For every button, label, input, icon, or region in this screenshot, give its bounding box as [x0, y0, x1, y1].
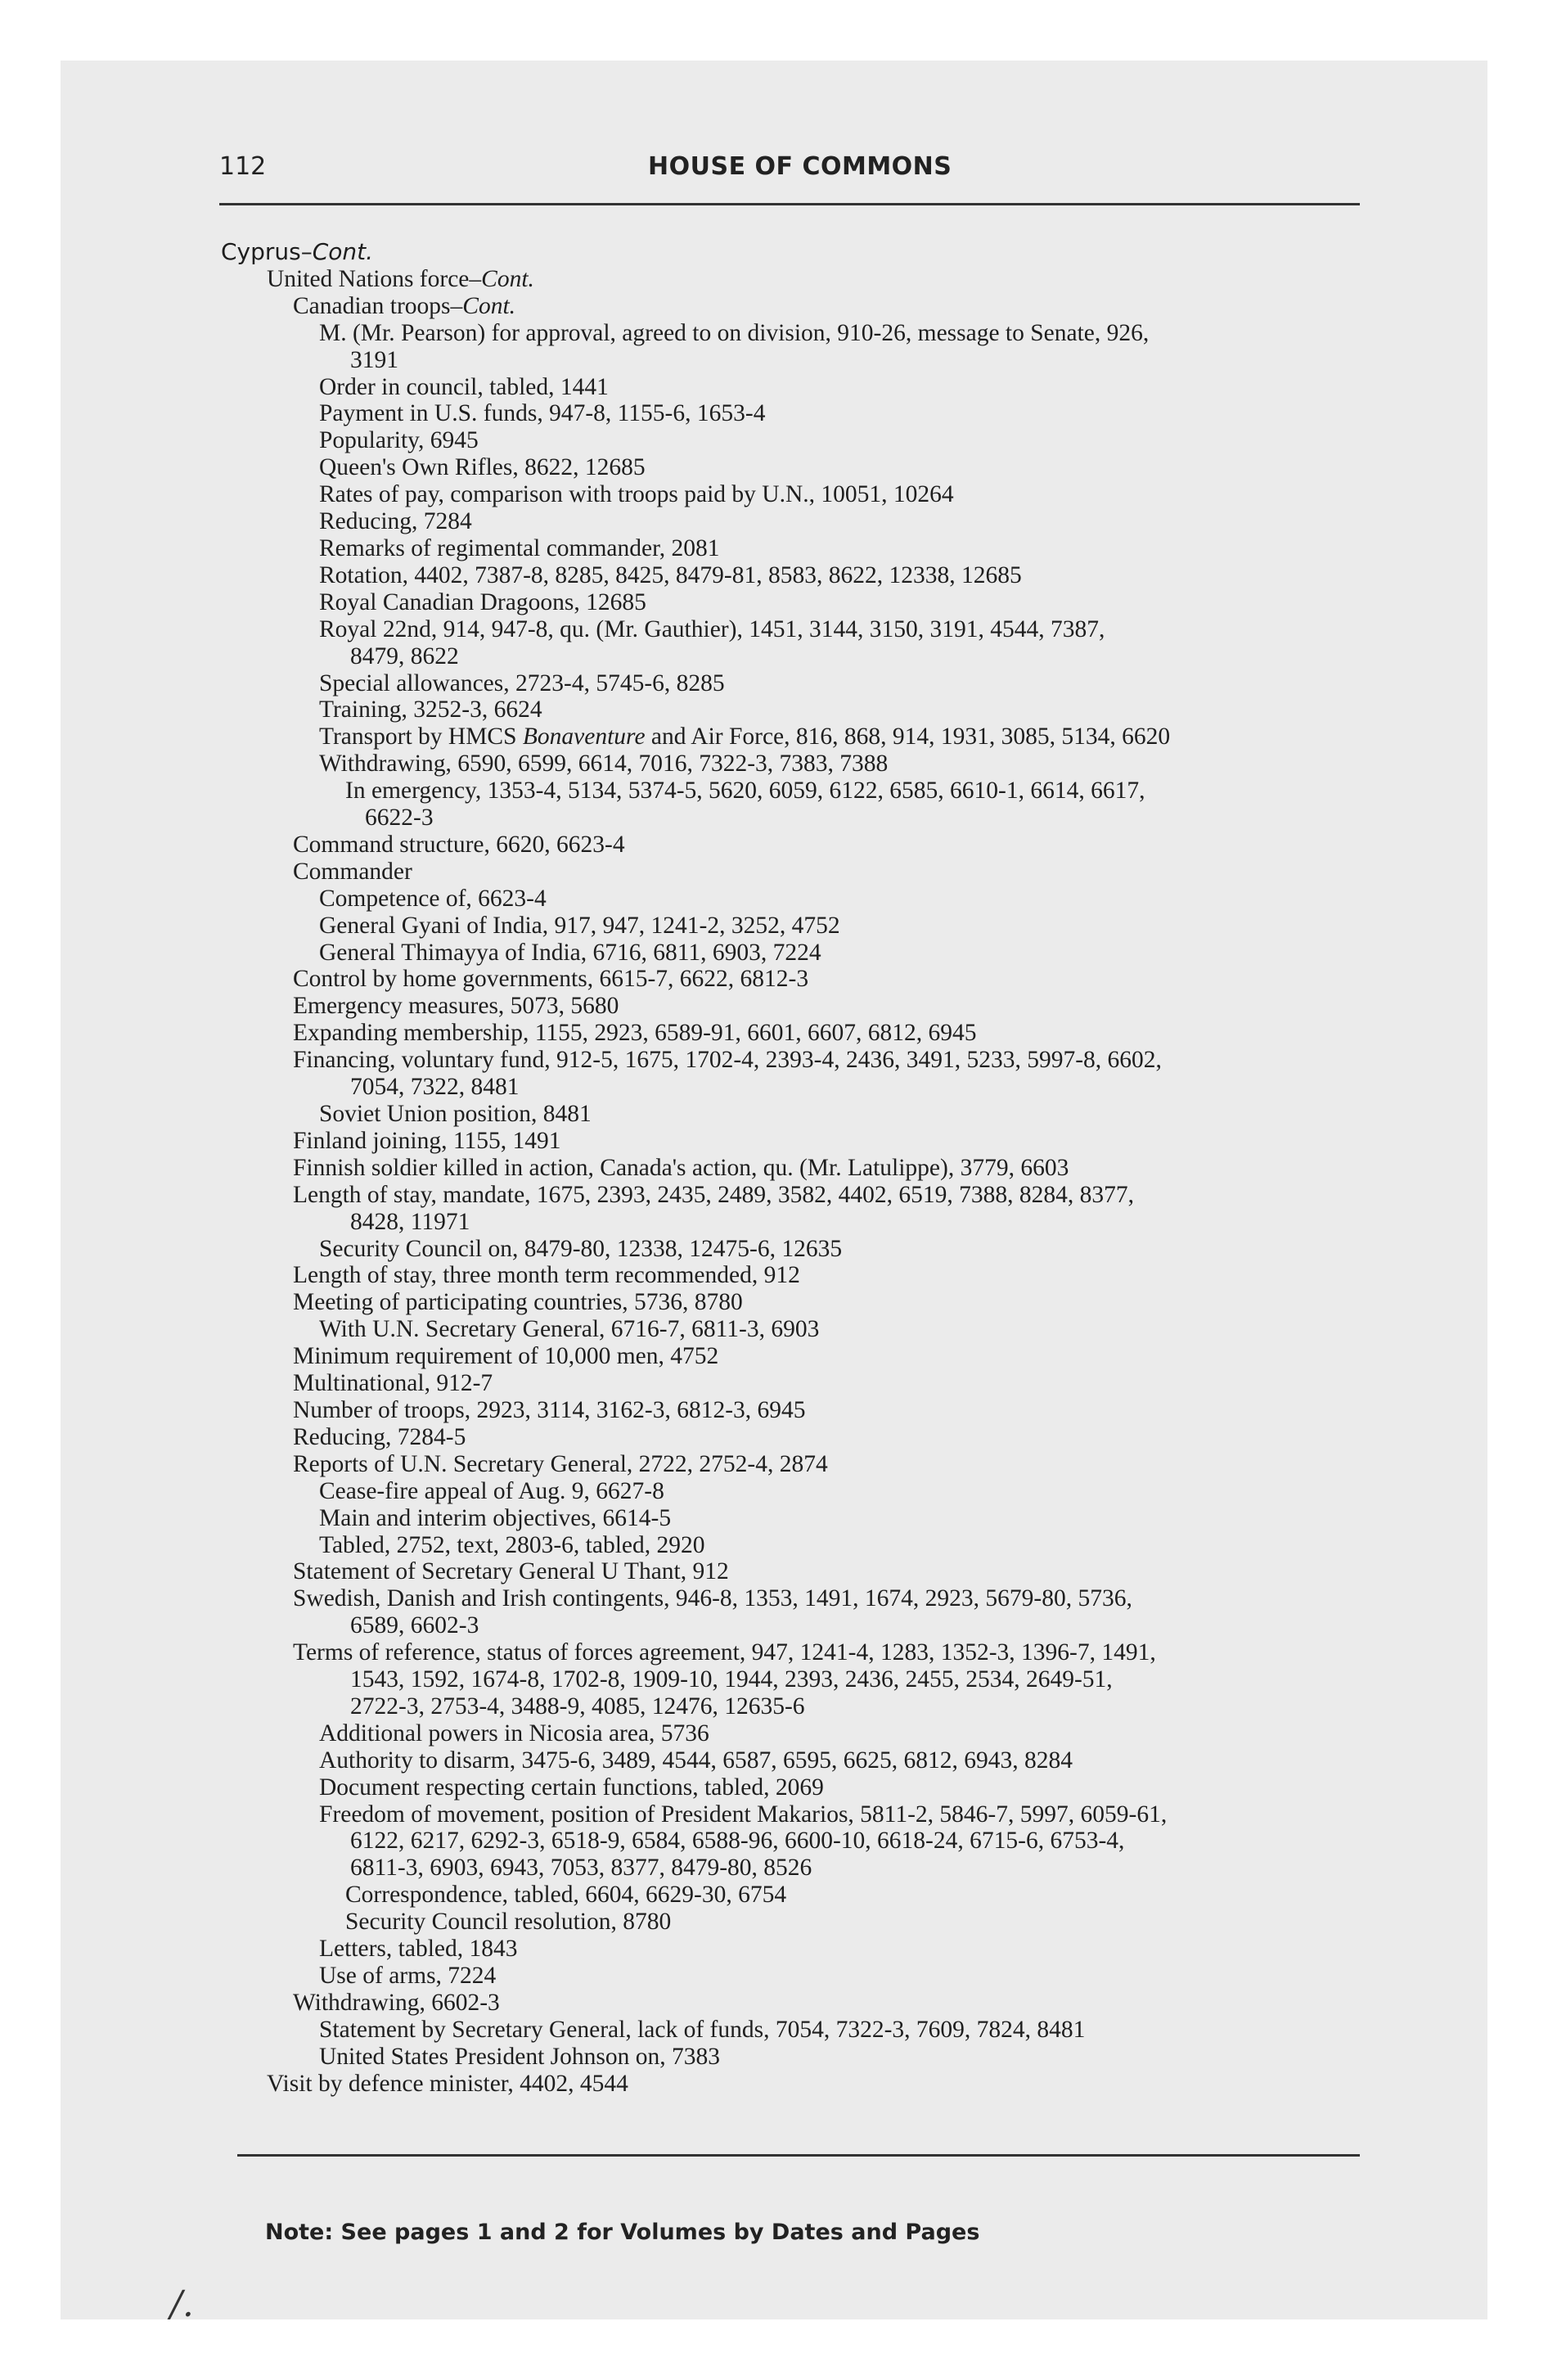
index-entry-text: Terms of reference, status of forces agreement, 947, 1241-4, 1283, 1352-3, 1396-7, 1491,: [293, 1639, 1156, 1666]
index-entry: [221, 1289, 1375, 1316]
index-entry-text: General Gyani of India, 917, 947, 1241-2, 3252, 4752: [319, 912, 840, 939]
index-entry-text: Reducing, 7284: [319, 508, 472, 535]
index-entry: [221, 1316, 1375, 1343]
index-entry: [221, 1424, 1375, 1451]
index-entry-text: Multinational, 912-7: [293, 1370, 493, 1397]
index-entry-italic: Bonaventure: [522, 723, 646, 751]
index-entry: [221, 1101, 1375, 1128]
index-entry-italic: Cont.: [481, 265, 534, 292]
index-entry: [221, 616, 1375, 643]
index-entry-text: Authority to disarm, 3475-6, 3489, 4544, 6587, 6595, 6625, 6812, 6943, 8284: [319, 1747, 1073, 1774]
index-entry-text: Reports of U.N. Secretary General, 2722, 2752-4, 2874: [293, 1450, 828, 1477]
index-entry-text: Transport by HMCS: [319, 723, 523, 751]
index-entry-text: Document respecting certain functions, tabled, 2069: [319, 1774, 824, 1801]
index-entry-text: Swedish, Danish and Irish contingents, 946-8, 1353, 1491, 1674, 2923, 5679-80, 5736,: [293, 1585, 1132, 1612]
index-entry-text: Royal 22nd, 914, 947-8, qu. (Mr. Gauthier), 1451, 3144, 3150, 3191, 4544, 7387,: [319, 615, 1105, 642]
index-entry-text: Commander: [293, 858, 412, 885]
index-entry-text: 6589, 6602-3: [350, 1612, 479, 1639]
index-entry-text: Command structure, 6620, 6623-4: [293, 831, 625, 858]
index-entry-text: United Nations force–: [267, 265, 482, 292]
index-entry: [221, 1155, 1375, 1182]
index-entry-text: Visit by defence minister, 4402, 4544: [267, 2070, 628, 2097]
index-entry-text: Minimum requirement of 10,000 men, 4752: [293, 1343, 719, 1370]
index-entry: [221, 535, 1375, 562]
footer-rule: [237, 2154, 1360, 2157]
index-entry: [221, 266, 1375, 293]
index-entry: [221, 454, 1375, 481]
index-entry: [221, 1909, 1375, 1936]
index-entry-text: Cyprus–: [221, 238, 313, 265]
index-entry: [221, 1262, 1375, 1289]
index-entry-text: Length of stay, three month term recommended, 912: [293, 1262, 800, 1289]
index-entry: [221, 778, 1375, 805]
index-entry-text: Order in council, tabled, 1441: [319, 373, 609, 400]
index-entry-text: Main and interim objectives, 6614-5: [319, 1504, 672, 1531]
index-entry: [221, 1074, 1375, 1101]
index-entry-text: Letters, tabled, 1843: [319, 1936, 518, 1963]
index-entry-text: Withdrawing, 6602-3: [293, 1989, 500, 2016]
index-entry: [221, 1990, 1375, 2017]
index-entry-text: Rates of pay, comparison with troops paid by U.N., 10051, 10264: [319, 481, 954, 508]
index-entry-text: Tabled, 2752, text, 2803-6, tabled, 2920: [319, 1531, 705, 1558]
index-entry-text: 2722-3, 2753-4, 3488-9, 4085, 12476, 12635-6: [350, 1693, 805, 1720]
index-entry: [221, 1774, 1375, 1801]
running-head-title: HOUSE OF COMMONS: [648, 152, 952, 181]
index-entry: [221, 508, 1375, 535]
index-entry: [221, 1397, 1375, 1424]
index-entry: [221, 427, 1375, 454]
index-entry: [221, 1478, 1375, 1505]
index-entry: [221, 1963, 1375, 1990]
index-entry-text: 8428, 11971: [350, 1208, 470, 1235]
index-entry-text: Length of stay, mandate, 1675, 2393, 2435, 2489, 3582, 4402, 6519, 7388, 8284, 8377,: [293, 1181, 1135, 1208]
index-entry-text: Special allowances, 2723-4, 5745-6, 8285: [319, 669, 725, 696]
index-entry: [221, 347, 1375, 374]
index-entry-text: M. (Mr. Pearson) for approval, agreed to on division, 910-26, message to Senate, 926,: [319, 319, 1150, 346]
index-entry: [221, 589, 1375, 616]
index-entry-text: Training, 3252-3, 6624: [319, 696, 542, 723]
index-entry-text: Royal Canadian Dragoons, 12685: [319, 588, 646, 615]
index-entry: [221, 696, 1375, 723]
index-entry-text: Queen's Own Rifles, 8622, 12685: [319, 454, 646, 481]
index-entry: [221, 1828, 1375, 1855]
index-entry: [221, 723, 1375, 751]
index-entry: [221, 1666, 1375, 1693]
index-entry: [221, 805, 1375, 832]
index-entry: [221, 1639, 1375, 1666]
index-entry: [221, 1801, 1375, 1828]
index-entry-text: 6122, 6217, 6292-3, 6518-9, 6584, 6588-96, 6600-10, 6618-24, 6715-6, 6753-4,: [350, 1828, 1125, 1855]
index-entry: [221, 1209, 1375, 1236]
index-entry-text: Popularity, 6945: [319, 427, 479, 454]
index-entry-text: Use of arms, 7224: [319, 1963, 497, 1989]
index-entries: [221, 239, 1375, 2098]
index-entry: [221, 1047, 1375, 1074]
index-entry-text: Cease-fire appeal of Aug. 9, 6627-8: [319, 1477, 664, 1504]
index-entry: [221, 670, 1375, 697]
index-entry-text: Security Council resolution, 8780: [345, 1909, 672, 1936]
index-entry-text: 8479, 8622: [350, 642, 459, 669]
index-entry: [221, 1532, 1375, 1559]
index-entry: [221, 993, 1375, 1020]
index-entry: [221, 1505, 1375, 1532]
index-entry: [221, 913, 1375, 940]
index-entry: [221, 1585, 1375, 1612]
index-entry: [221, 1936, 1375, 1963]
index-entry-text: 3191: [350, 346, 398, 373]
index-entry-text: Emergency measures, 5073, 5680: [293, 993, 619, 1020]
index-entry-text: Additional powers in Nicosia area, 5736: [319, 1720, 709, 1747]
index-entry-text: 6811-3, 6903, 6943, 7053, 8377, 8479-80, 8526: [350, 1855, 812, 1882]
index-entry-text: Freedom of movement, position of President Makarios, 5811-2, 5846-7, 5997, 6059-61,: [319, 1801, 1168, 1828]
page-number: 112: [219, 152, 267, 181]
index-entry-text: Meeting of participating countries, 5736, 8780: [293, 1289, 743, 1316]
index-entry: [221, 1370, 1375, 1397]
index-entry-italic: Cont.: [462, 292, 516, 319]
index-entry: [221, 1236, 1375, 1263]
index-entry-text: 1543, 1592, 1674-8, 1702-8, 1909-10, 1944, 2393, 2436, 2455, 2534, 2649-51,: [350, 1666, 1113, 1693]
index-entry-text: Security Council on, 8479-80, 12338, 12475-6, 12635: [319, 1235, 843, 1262]
index-entry-text: In emergency, 1353-4, 5134, 5374-5, 5620, 6059, 6122, 6585, 6610-1, 6614, 6617,: [345, 778, 1145, 805]
index-entry-text: Payment in U.S. funds, 947-8, 1155-6, 1653-4: [319, 400, 766, 427]
index-entry-text: Statement of Secretary General U Thant, 912: [293, 1558, 729, 1585]
index-entry-text: Expanding membership, 1155, 2923, 6589-91, 6601, 6607, 6812, 6945: [293, 1020, 977, 1047]
index-entry: [221, 1882, 1375, 1909]
index-entry: [221, 859, 1375, 886]
index-entry-text: Control by home governments, 6615-7, 6622, 6812-3: [293, 966, 809, 993]
index-entry-text: Finnish soldier killed in action, Canada's action, qu. (Mr. Latulippe), 3779, 6603: [293, 1154, 1069, 1181]
index-entry-text: Finland joining, 1155, 1491: [293, 1127, 561, 1154]
index-entry-italic: Cont.: [312, 238, 374, 265]
index-entry: [221, 643, 1375, 670]
index-entry-text: 6622-3: [365, 805, 434, 832]
index-entry: [221, 1182, 1375, 1209]
index-entry-tail: and Air Force, 816, 868, 914, 1931, 3085, 5134, 6620: [645, 723, 1171, 751]
index-entry-text: United States President Johnson on, 7383: [319, 2043, 721, 2070]
index-entry: [221, 320, 1375, 347]
index-entry: [221, 1451, 1375, 1478]
index-entry-text: Competence of, 6623-4: [319, 885, 547, 912]
index-entry: [221, 293, 1375, 320]
index-entry: [221, 400, 1375, 427]
index-entry: [221, 832, 1375, 859]
index-entry: [221, 374, 1375, 401]
index-entry-text: With U.N. Secretary General, 6716-7, 6811-3, 6903: [319, 1316, 820, 1343]
index-entry-text: Statement by Secretary General, lack of funds, 7054, 7322-3, 7609, 7824, 8481: [319, 2016, 1086, 2043]
corner-mark: /.: [170, 2283, 194, 2325]
index-entry: [221, 239, 1375, 266]
footer-note: Note: See pages 1 and 2 for Volumes by Dates and Pages: [265, 2220, 980, 2245]
index-entry: [221, 2044, 1375, 2071]
index-entry: [221, 940, 1375, 967]
index-entry: [221, 751, 1375, 778]
index-entry: [221, 1612, 1375, 1639]
index-entry-text: Canadian troops–: [293, 292, 463, 319]
index-entry: [221, 2017, 1375, 2044]
index-entry: [221, 886, 1375, 913]
index-entry-text: Reducing, 7284-5: [293, 1423, 466, 1450]
index-entry: [221, 562, 1375, 589]
index-entry: [221, 1720, 1375, 1747]
index-entry-text: General Thimayya of India, 6716, 6811, 6903, 7224: [319, 939, 821, 966]
index-entry: [221, 1693, 1375, 1720]
index-entry: [221, 1747, 1375, 1774]
index-entry: [221, 1558, 1375, 1585]
index-entry: [221, 1855, 1375, 1882]
index-entry-text: Correspondence, tabled, 6604, 6629-30, 6754: [345, 1882, 787, 1909]
index-entry-text: Financing, voluntary fund, 912-5, 1675, 1702-4, 2393-4, 2436, 3491, 5233, 5997-8, 6602,: [293, 1047, 1162, 1074]
index-entry-text: Soviet Union position, 8481: [319, 1101, 592, 1127]
header-rule: [219, 203, 1360, 205]
index-entry-text: Number of troops, 2923, 3114, 3162-3, 6812-3, 6945: [293, 1396, 806, 1423]
index-entry: [221, 481, 1375, 508]
index-entry: [221, 966, 1375, 993]
index-entry: [221, 1128, 1375, 1155]
index-entry: [221, 1343, 1375, 1370]
index-entry-text: 7054, 7322, 8481: [350, 1074, 520, 1101]
index-entry-text: Remarks of regimental commander, 2081: [319, 534, 720, 561]
index-entry: [221, 1020, 1375, 1047]
index-entry: [221, 2071, 1375, 2098]
index-entry-text: Withdrawing, 6590, 6599, 6614, 7016, 7322-3, 7383, 7388: [319, 751, 889, 778]
index-entry-text: Rotation, 4402, 7387-8, 8285, 8425, 8479-81, 8583, 8622, 12338, 12685: [319, 561, 1022, 588]
